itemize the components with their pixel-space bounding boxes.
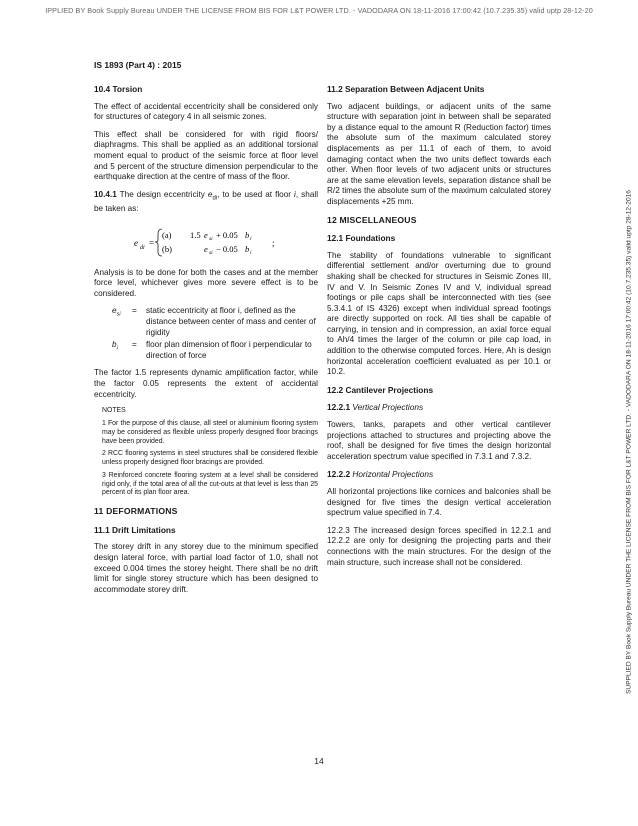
eccentricity-formula — [94, 222, 318, 262]
section-heading-foundations: 12.1 Foundations — [327, 233, 396, 244]
paragraph-drift: The storey drift in any storey due to the minimum specified design lateral force, with partial load factor of 1.0, shall not exceed 0.004 times the storey height. There shall be no drift limit for single storey structure which has been designed to accommodate storey drift. — [94, 542, 318, 594]
svg-text:b: b — [245, 229, 250, 240]
paragraph-analysis: Analysis is to be done for both the cases and at the member force level, whichever gives more severe effect is to be considered. — [94, 267, 318, 298]
paragraph-design-eccentricity: 10.4.1 The design eccentricity $e_{di}$, to be used at floor i, shall be taken as: — [94, 189, 319, 213]
section-heading-drift: 11.1 Drift Limitations — [94, 524, 176, 535]
paragraph-separation: Two adjacent buildings, or adjacent units of the same structure with separation joint in between shall be separated by a distance equal to the amount R (Reduction factor) times the absolute sum of the maximum calculated storey displacements as per 11.1 of each of them, to avoid damaging contact when the two units deflect towards each other. When floor levels of two adjacent units or structures are at the same elevation levels, separation distance shall be R/2 times the absolute sum of the maximum calculated storey displacements +25 mm. — [327, 101, 551, 206]
page-number: 14 — [314, 756, 324, 766]
paragraph-foundations: The stability of foundations vulnerable to significant differential settlement and/or overturning due to ground shaking shall be checked for structures in Seismic Zones III, IV and V. In Seismic Zones IV and V, individual spread footings or pile caps shall be interconnected with ties (see 5.3.4.1 of IS 4326) except when individual spread footings are directly supported on rock. All ties shall be capable of carrying, in tension and in compression, an axial force equal to Ah/4 times the larger of the column or pile cap load, in addition to the otherwise computed forces. Here, Ah is design horizontal acceleration coefficient evaluated as per 10.1 or 10.2. — [327, 250, 551, 377]
definition-esi: $e_{si}$ = static eccentricity at floor i, defined as the distance between center of mass and center of rigidity — [94, 306, 318, 338]
paragraph-torsion-effect: This effect shall be considered for with rigid floors/ diaphragms. This shall be applied as an additional torsional moment equal to product of the seismic force at floor level and 5 percent of the structure dimension perpendicular to the earthquake direction at the centre of mass of the floor. — [94, 129, 318, 182]
section-heading-cantilever: 12.2 Cantilever Projections — [327, 384, 434, 395]
paragraph-increased-forces: 12.2.3 The increased design forces specified in 12.2.1 and 12.2.2 are only for designing the projecting parts and their connections with the main structures. For the design of the main structure, such increase shall not be considered. — [327, 525, 551, 567]
formula-plus-term: + 0.05 — [216, 229, 238, 240]
note-item: 1 For the purpose of this clause, all steel or aluminium flooring system may be considered as flexible unless properly designed floor bracings have been provided. — [102, 419, 318, 445]
formula-case-a: (a) — [162, 229, 172, 240]
definition-list — [94, 306, 318, 361]
svg-text:=: = — [149, 237, 155, 248]
paragraph-horizontal-projections: All horizontal projections like cornices and balconies shall be designed for five times the design vertical acceleration spectrum value specified in 7.4. — [327, 487, 551, 518]
paragraph-torsion-scope: The effect of accidental eccentricity shall be considered only for structures of category 4 in all seismic zones. — [94, 101, 318, 122]
definition-symbol: $e_{si}$ — [112, 306, 121, 318]
definition-symbol: $b_i$ — [112, 340, 118, 352]
definition-text: floor plan dimension of floor i perpendicular to direction of force — [146, 340, 312, 360]
section-heading-separation: 11.2 Separation Between Adjacent Units — [327, 84, 485, 94]
svg-text:b: b — [245, 243, 250, 254]
svg-text:si: si — [209, 235, 213, 242]
paragraph-vertical-projections: Towers, tanks, parapets and other vertical cantilever projections attached to structures and projecting above the roof, shall be designed for five times the design horizontal acceleration spectrum value specified in 7.3.1 and 7.3.2. — [327, 420, 551, 461]
definition-text: static eccentricity at floor i, defined as the distance between center of mass and center of rigidity — [146, 306, 316, 337]
watermark-top: IPPLIED BY Book Supply Bureau UNDER THE LICENSE FROM BIS FOR L&T POWER LTD. - VADODARA ON 18-11-2016 17:00:42 (10.7.235.35) valid uptp 28-12-20 — [45, 6, 593, 15]
paragraph-dynamic-factor: The factor 1.5 represents dynamic amplification factor, while the factor 0.05 represents the extent of accidental eccentricity. — [94, 368, 318, 399]
section-heading-miscellaneous: 12 MISCELLANEOUS — [327, 214, 417, 225]
subsection-heading-vertical: 12.2.1 Vertical Projections — [327, 402, 424, 413]
svg-text:e: e — [204, 229, 208, 240]
formula-lhs: e — [134, 237, 138, 248]
right-column — [327, 84, 551, 575]
section-heading-torsion: 10.4 Torsion — [94, 84, 143, 94]
svg-text:si: si — [209, 249, 213, 256]
svg-text:i: i — [250, 235, 252, 242]
formula-minus-term: − 0.05 — [216, 243, 238, 254]
formula-case-b: (b) — [162, 243, 172, 254]
notes-block — [102, 407, 318, 498]
svg-text:e: e — [204, 243, 208, 254]
note-item: 2 RCC flooring systems in steel structures shall be considered flexible unless properly designed floor bracings are provided. — [102, 450, 318, 467]
left-column — [94, 84, 318, 602]
formula-lhs-sub: di — [140, 244, 145, 251]
formula-brace — [155, 229, 162, 256]
watermark-side: SUPPLIED BY Book Supply Bureau UNDER THE LICENSE FROM BIS FOR L&T POWER LTD. - VADODARA ON 18-11-2016 17:00:42 (10.7.235.35) valid uptp 28-12-2016 — [625, 190, 633, 694]
note-item: 3 Reinforced concrete flooring system at a level shall be considered rigid only, if the total area of all the cut-outs at that level is less than 25 percent of its plan floor area. — [102, 471, 318, 497]
formula-factor-a: 1.5 — [190, 229, 201, 240]
svg-text:;: ; — [272, 237, 275, 248]
document-header: IS 1893 (Part 4) : 2015 — [94, 60, 182, 70]
svg-text:i: i — [250, 249, 252, 256]
subsection-heading-horizontal: 12.2.2 Horizontal Projections — [327, 469, 434, 480]
section-heading-deformations: 11 DEFORMATIONS — [94, 506, 178, 517]
notes-heading: NOTES — [102, 407, 126, 415]
definition-bi: $b_i$ = floor plan dimension of floor i perpendicular to direction of force — [94, 340, 318, 361]
clause-number: 10.4.1 — [94, 189, 117, 199]
